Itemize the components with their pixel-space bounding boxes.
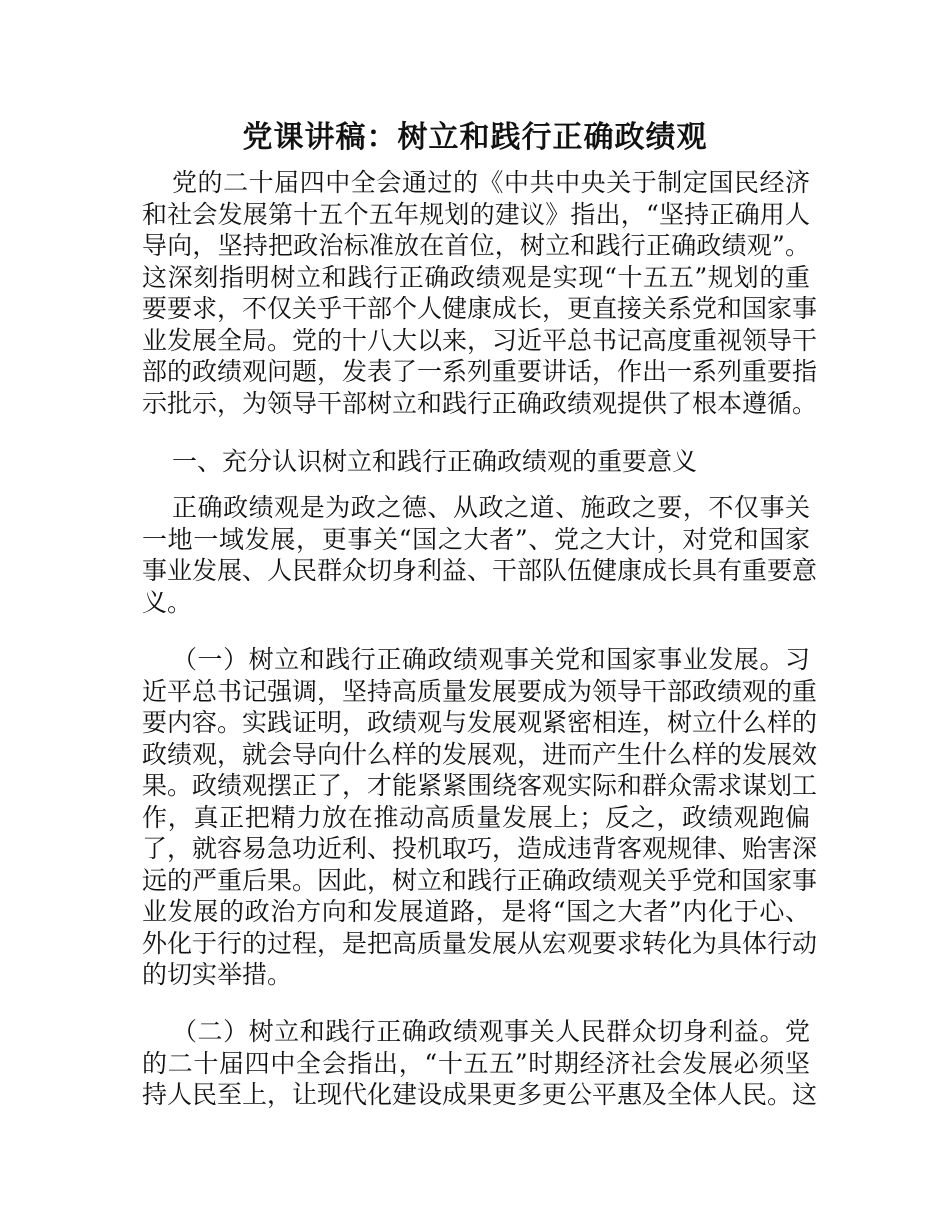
text-line: 政绩观，就会导向什么样的发展观，进而产生什么样的发展效 (142, 739, 818, 769)
text-line: 要内容。实践证明，政绩观与发展观紧密相连，树立什么样的 (142, 708, 818, 737)
text-line: 作，真正把精力放在推动高质量发展上；反之，政绩观跑偏 (142, 802, 810, 832)
text-line: 外化于行的过程，是把高质量发展从宏观要求转化为具体行动 (142, 928, 818, 958)
text-line: （一）树立和践行正确政绩观事关党和国家事业发展。习 (172, 645, 810, 674)
text-line: 的切实举措。 (142, 960, 293, 989)
intro-paragraph (142, 167, 818, 419)
text-line: 果。政绩观摆正了，才能紧紧围绕客观实际和群众需求谋划工 (142, 771, 818, 800)
text-line: 持人民至上，让现代化建设成果更多更公平惠及全体人民。这 (142, 1080, 818, 1109)
text-line: 了，就容易急功近利、投机取巧，造成违背客观规律、贻害深 (142, 834, 818, 863)
text-line: 正确政绩观是为政之德、从政之道、施政之要，不仅事关 (172, 493, 810, 522)
text-line: 导向，坚持把政治标准放在首位，树立和践行正确政绩观”。 (142, 231, 810, 260)
text-line: 党的二十届四中全会通过的《中共中央关于制定国民经济 (172, 168, 810, 197)
text-line: 一地一域发展，更事关“国之大者”、党之大计，对党和国家 (142, 524, 810, 554)
section-intro-paragraph (142, 492, 818, 618)
text-line: 和社会发展第十五个五年规划的建议》指出，“坚持正确用人 (142, 199, 810, 229)
text-line: 业发展全局。党的十八大以来，习近平总书记高度重视领导干 (142, 325, 818, 355)
text-line: 一、充分认识树立和践行正确政绩观的重要意义 (172, 447, 698, 476)
text-line: （二）树立和践行正确政绩观事关人民群众切身利益。党 (172, 1017, 810, 1046)
text-line: 义。 (142, 587, 193, 617)
text-line: 这深刻指明树立和践行正确政绩观是实现“十五五”规划的重 (142, 262, 810, 292)
document-title: 党课讲稿：树立和践行正确政绩观 (242, 120, 708, 155)
text-line: 近平总书记强调，坚持高质量发展要成为领导干部政绩观的重 (142, 676, 818, 706)
text-line: 要要求，不仅关乎干部个人健康成长，更直接关系党和国家事 (142, 294, 818, 323)
section-heading (142, 446, 810, 478)
text-line: 远的严重后果。因此，树立和践行正确政绩观关乎党和国家事 (142, 865, 818, 895)
subsection-1-paragraph (142, 644, 818, 991)
text-line: 部的政绩观问题，发表了一系列重要讲话，作出一系列重要指 (142, 357, 818, 386)
text-line: 示批示，为领导干部树立和践行正确政绩观提供了根本遵循。 (142, 388, 818, 418)
subsection-2-paragraph (142, 1016, 818, 1111)
text-line: 的二十届四中全会指出，“十五五”时期经济社会发展必须坚 (142, 1048, 810, 1078)
text-line: 业发展的政治方向和发展道路，是将“国之大者”内化于心、 (142, 897, 810, 926)
text-line: 事业发展、人民群众切身利益、干部队伍健康成长具有重要意 (142, 556, 818, 585)
